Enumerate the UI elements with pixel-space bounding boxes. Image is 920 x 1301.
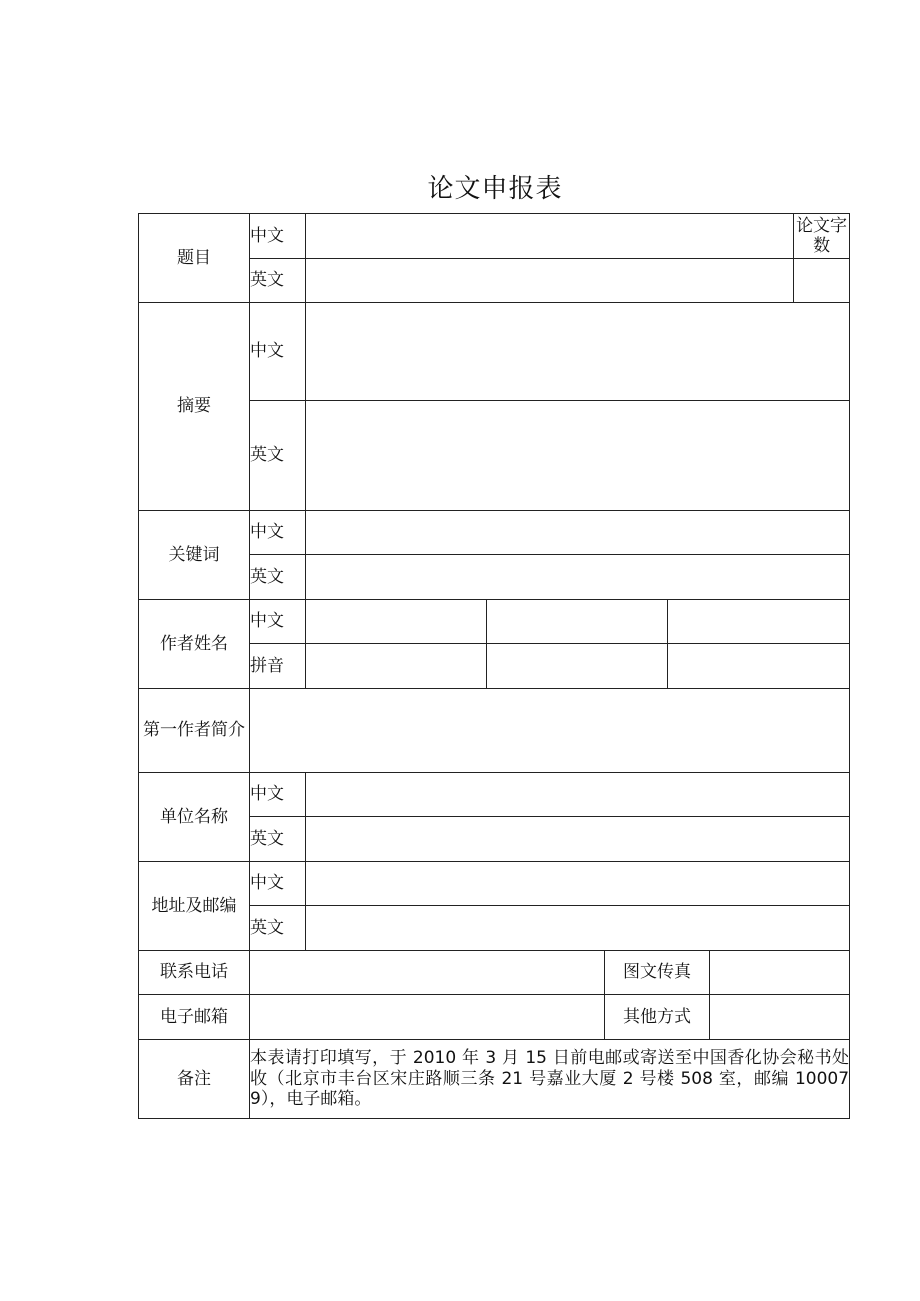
- email-field[interactable]: [250, 995, 605, 1040]
- address-english-field[interactable]: [306, 906, 850, 951]
- remarks-text: 本表请打印填写，于 2010 年 3 月 15 日前电邮或寄送至中国香化协会秘书处收（北京市丰台区宋庄路顺三条 21 号嘉业大厦 2 号楼 508 室，邮编 100079），电子邮箱。: [250, 1040, 850, 1119]
- fax-label: 图文传真: [605, 951, 710, 995]
- other-contact-label: 其他方式: [605, 995, 710, 1040]
- address-zip-label: 地址及邮编: [139, 862, 250, 951]
- author-2-chinese-field[interactable]: [487, 600, 668, 644]
- author-name-label: 作者姓名: [139, 600, 250, 689]
- author-1-pinyin-field[interactable]: [306, 644, 487, 689]
- unit-chinese-label: 中文: [250, 773, 306, 817]
- remarks-label: 备注: [139, 1040, 250, 1119]
- author-chinese-label: 中文: [250, 600, 306, 644]
- fax-field[interactable]: [710, 951, 850, 995]
- unit-english-field[interactable]: [306, 817, 850, 862]
- abstract-english-label: 英文: [250, 401, 306, 511]
- word-count-label: 论文字数: [794, 214, 850, 259]
- email-label: 电子邮箱: [139, 995, 250, 1040]
- first-author-bio-field[interactable]: [250, 689, 850, 773]
- first-author-bio-label: 第一作者简介: [139, 689, 250, 773]
- topic-chinese-label: 中文: [250, 214, 306, 259]
- topic-chinese-field[interactable]: [306, 214, 794, 259]
- keywords-label: 关键词: [139, 511, 250, 600]
- address-chinese-field[interactable]: [306, 862, 850, 906]
- application-form-table: [138, 213, 850, 1119]
- abstract-chinese-label: 中文: [250, 303, 306, 401]
- keywords-chinese-label: 中文: [250, 511, 306, 555]
- keywords-english-field[interactable]: [306, 555, 850, 600]
- keywords-english-label: 英文: [250, 555, 306, 600]
- author-3-chinese-field[interactable]: [668, 600, 850, 644]
- word-count-field[interactable]: [794, 259, 850, 303]
- abstract-label: 摘要: [139, 303, 250, 511]
- phone-field[interactable]: [250, 951, 605, 995]
- keywords-chinese-field[interactable]: [306, 511, 850, 555]
- unit-english-label: 英文: [250, 817, 306, 862]
- other-contact-field[interactable]: [710, 995, 850, 1040]
- unit-name-label: 单位名称: [139, 773, 250, 862]
- page-title: 论文申报表: [427, 174, 563, 204]
- topic-label: 题目: [139, 214, 250, 303]
- topic-english-field[interactable]: [306, 259, 794, 303]
- topic-english-label: 英文: [250, 259, 306, 303]
- author-pinyin-label: 拼音: [250, 644, 306, 689]
- phone-label: 联系电话: [139, 951, 250, 995]
- author-1-chinese-field[interactable]: [306, 600, 487, 644]
- address-english-label: 英文: [250, 906, 306, 951]
- abstract-chinese-field[interactable]: [306, 303, 850, 401]
- address-chinese-label: 中文: [250, 862, 306, 906]
- author-3-pinyin-field[interactable]: [668, 644, 850, 689]
- unit-chinese-field[interactable]: [306, 773, 850, 817]
- author-2-pinyin-field[interactable]: [487, 644, 668, 689]
- abstract-english-field[interactable]: [306, 401, 850, 511]
